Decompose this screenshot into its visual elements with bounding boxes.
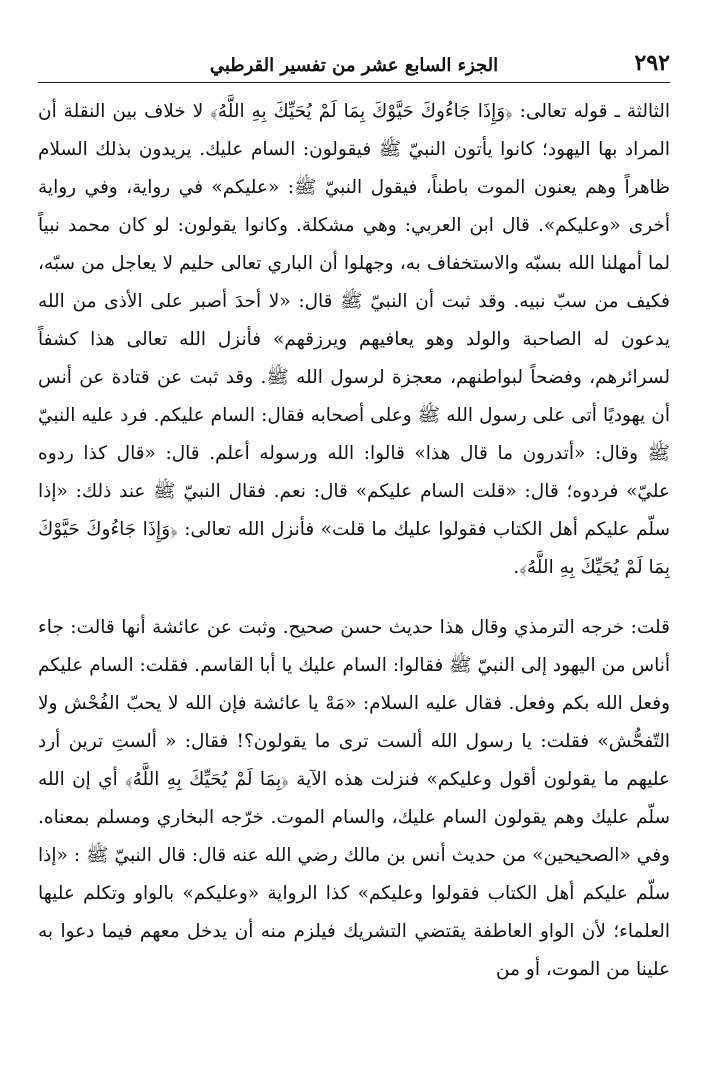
page-header — [38, 40, 670, 83]
book-page — [38, 40, 670, 1070]
page-number: ٢٩٢ — [634, 50, 670, 76]
body-text — [38, 93, 670, 989]
paragraph-commentary: قلت: خرجه الترمذي وقال هذا حديث حسن صحيح. وثبت عن عائشة أنها قالت: جاء أناس من اليهود إلى النبيّ ﷺ فقالوا: السام عليك يا أبا القاسم. فقلت: السام عليكم وفعل الله بكم وفعل. فقال عليه السلام: «مَهْ يا عائشة فإن الله لا يحبّ الفُحْش ولا التّفحُّش» فقلت: يا رسول الله ألست ترى ما يقولون؟! فقال: « ألستِ ترين أرد عليهم ما يقولون أقول وعليكم» فنزلت هذه الآية ﴿بِمَا لَمْ يُحَيِّكَ بِهِ اللَّهُ﴾ أي إن الله سلّم عليك وهم يقولون السام عليك، والسام الموت. خرّجه البخاري ومسلم بمعناه. وفي «الصحيحين» من حديث أنس بن مالك رضي الله عنه قال: قال النبيّ ﷺ : «إذا سلّم عليكم أهل الكتاب فقولوا وعليكم» كذا الرواية «وعليكم» بالواو وتكلم عليها العلماء؛ لأن الواو العاطفة يقتضي التشريك فيلزم منه أن يدخل معهم فيما دعوا به علينا من الموت، أو من — [38, 617, 670, 980]
running-title: الجزء السابع عشر من تفسير القرطبي — [209, 55, 499, 76]
paragraph-third-point: الثالثة ـ قوله تعالى: ﴿وَإِذَا جَاءُوكَ حَيَّوْكَ بِمَا لَمْ يُحَيِّكَ بِهِ اللَّهُ﴾ لا خلاف بين النقلة أن المراد بها اليهود؛ كانوا يأتون النبيّ ﷺ فيقولون: السام عليك. يريدون بذلك السلام ظاهراً وهم يعنون الموت باطناً، فيقول النبيّ ﷺ: «عليكم» في رواية، وفي رواية أخرى «وعليكم». قال ابن العربي: وهي مشكلة. وكانوا يقولون: لو كان محمد نبياً لما أمهلنا الله بسبّه والاستخفاف به، وجهلوا أن الباري تعالى حليم لا يعاجل من سبّه، فكيف من سبّ نبيه. وقد ثبت أن النبيّ ﷺ قال: «لا أحدَ أصبر على الأذى من الله يدعون له الصاحبة والولد وهو يعافيهم ويرزقهم» فأنزل الله تعالى هذا كشفاً لسرائرهم، وفضحاً لبواطنهم، معجزة لرسول الله ﷺ. وقد ثبت عن قتادة عن أنس أن يهوديًا أتى على رسول الله ﷺ وعلى أصحابه فقال: السام عليكم. فرد عليه النبيّ ﷺ وقال: «أتدرون ما قال هذا» قالوا: الله ورسوله أعلم. قال: «قال كذا ردوه عليّ» فردوه؛ قال: «قلت السام عليكم» قال: نعم. فقال النبيّ ﷺ عند ذلك: «إذا سلّم عليكم أهل الكتاب فقولوا عليك ما قلت» فأنزل الله تعالى: ﴿وَإِذَا جَاءُوكَ حَيَّوْكَ بِمَا لَمْ يُحَيِّكَ بِهِ اللَّهُ﴾. — [38, 101, 670, 578]
